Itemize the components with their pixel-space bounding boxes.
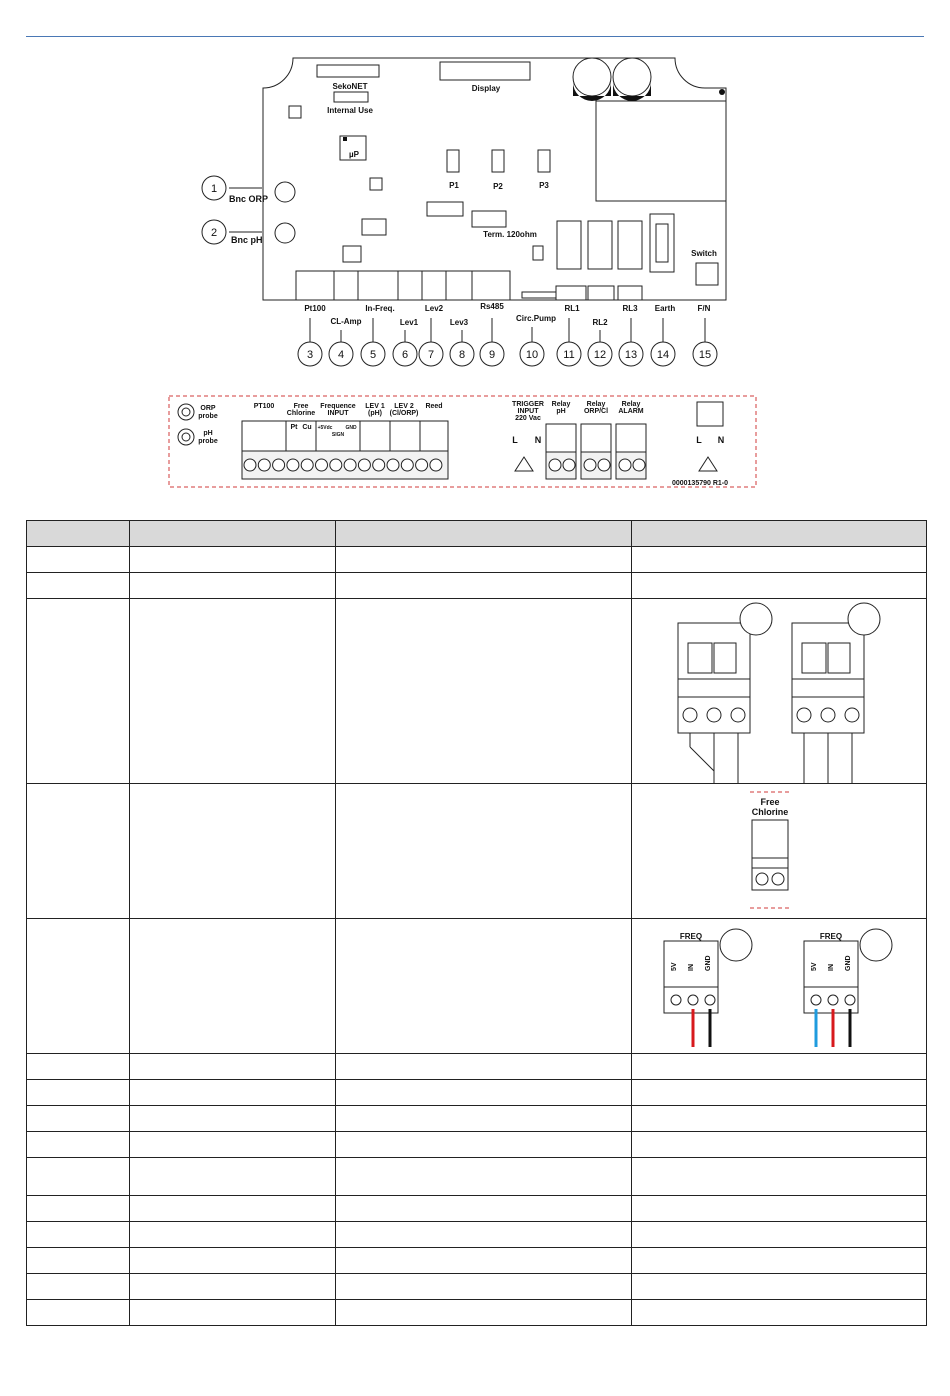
free-chlorine-detail bbox=[632, 784, 927, 919]
svg-text:6: 6 bbox=[401, 349, 409, 361]
svg-text:5V: 5V bbox=[811, 962, 818, 971]
warning-symbol-2 bbox=[699, 457, 717, 471]
relay-terminal-screw bbox=[584, 459, 596, 471]
pt100-wiring-detail bbox=[632, 599, 927, 784]
table-header-row bbox=[27, 521, 927, 547]
terminal-screw bbox=[273, 459, 285, 471]
svg-text:SIGN: SIGN bbox=[331, 432, 345, 438]
in-freq-label: In-Freq. bbox=[365, 304, 395, 313]
switch-symbol bbox=[697, 402, 723, 426]
svg-text:Reed: Reed bbox=[425, 403, 443, 410]
svg-text:4: 4 bbox=[337, 349, 345, 361]
svg-text:Relay: Relay bbox=[551, 401, 571, 408]
terminal-screw bbox=[244, 459, 256, 471]
svg-text:15: 15 bbox=[698, 349, 712, 361]
lev2-label: Lev2 bbox=[424, 304, 444, 313]
table-row bbox=[27, 1054, 927, 1080]
rl3-label: RL3 bbox=[622, 304, 638, 313]
terminal-screw bbox=[683, 708, 697, 722]
warning-symbol-1 bbox=[515, 457, 533, 471]
terminal-screw bbox=[344, 459, 356, 471]
svg-text:Free: Free bbox=[293, 403, 309, 410]
lev1-label: Lev1 bbox=[399, 318, 419, 327]
svg-text:FREQ: FREQ bbox=[819, 932, 843, 941]
table-row bbox=[27, 1300, 927, 1326]
switch-label: Switch bbox=[691, 249, 717, 258]
display-label: Display bbox=[471, 84, 501, 93]
connection-table bbox=[26, 520, 927, 1326]
terminal-screw bbox=[387, 459, 399, 471]
terminal-screw bbox=[258, 459, 270, 471]
terminal-screw bbox=[821, 708, 835, 722]
terminal-screw bbox=[731, 708, 745, 722]
svg-text:N: N bbox=[717, 435, 725, 445]
svg-text:12: 12 bbox=[593, 349, 607, 361]
terminal-screw bbox=[688, 995, 698, 1005]
table-row bbox=[27, 1132, 927, 1158]
svg-text:Frequence: Frequence bbox=[320, 403, 356, 410]
terminal-screw bbox=[811, 995, 821, 1005]
cl-amp-label: CL-Amp bbox=[330, 317, 362, 326]
orp-bnc-symbol bbox=[178, 404, 194, 420]
svg-text:N: N bbox=[534, 435, 542, 445]
svg-text:ALARM: ALARM bbox=[618, 408, 644, 415]
internal-use-label: Internal Use bbox=[327, 106, 373, 115]
relay-terminal-screw bbox=[563, 459, 575, 471]
svg-text:probe: probe bbox=[198, 413, 218, 420]
svg-text:13: 13 bbox=[624, 349, 638, 361]
terminal-strip-diagram bbox=[0, 0, 950, 500]
table-header-cell bbox=[27, 521, 130, 547]
svg-text:220 Vac: 220 Vac bbox=[515, 415, 541, 422]
p3-label: P3 bbox=[539, 181, 549, 190]
svg-text:(pH): (pH) bbox=[368, 410, 382, 417]
bnc-orp-label: Bnc ORP bbox=[229, 194, 269, 204]
terminal-screw bbox=[316, 459, 328, 471]
table-row bbox=[27, 599, 927, 784]
lev3-label: Lev3 bbox=[449, 318, 469, 327]
svg-text:pH: pH bbox=[203, 430, 213, 437]
svg-text:14: 14 bbox=[656, 349, 670, 361]
svg-text:GND: GND bbox=[845, 955, 852, 971]
svg-text:IN: IN bbox=[688, 964, 695, 971]
rl1-label: RL1 bbox=[564, 304, 580, 313]
terminal-screw bbox=[705, 995, 715, 1005]
svg-text:pH: pH bbox=[556, 408, 566, 415]
svg-text:PT100: PT100 bbox=[253, 403, 275, 410]
svg-text:Chlorine: Chlorine bbox=[751, 807, 789, 817]
circ-pump-label: Circ.Pump bbox=[515, 314, 557, 323]
terminal-screw bbox=[671, 995, 681, 1005]
svg-text:+5Vdc: +5Vdc bbox=[317, 425, 333, 431]
terminal-screw bbox=[845, 708, 859, 722]
svg-text:probe: probe bbox=[198, 438, 218, 445]
fn-label: F/N bbox=[697, 304, 711, 313]
sekonet-label: SekoNET bbox=[332, 82, 368, 91]
svg-text:Cu: Cu bbox=[302, 424, 312, 431]
relay-terminal-screw bbox=[598, 459, 610, 471]
svg-text:10: 10 bbox=[525, 349, 539, 361]
svg-text:ORP: ORP bbox=[200, 405, 216, 412]
table-row bbox=[27, 784, 927, 919]
terminal-screw bbox=[797, 708, 811, 722]
terminal-screw bbox=[416, 459, 428, 471]
terminal-screw bbox=[401, 459, 413, 471]
svg-text:GND: GND bbox=[345, 425, 357, 431]
terminal-screw bbox=[430, 459, 442, 471]
svg-text:LEV 2: LEV 2 bbox=[394, 403, 414, 410]
svg-text:Free: Free bbox=[760, 797, 780, 807]
svg-text:Chlorine: Chlorine bbox=[286, 410, 316, 417]
pt100-label: Pt100 bbox=[304, 304, 326, 313]
relay-terminal-screw bbox=[633, 459, 645, 471]
svg-text:ORP/Cl: ORP/Cl bbox=[583, 408, 609, 415]
svg-text:(Cl/ORP): (Cl/ORP) bbox=[389, 410, 419, 417]
svg-text:7: 7 bbox=[427, 349, 435, 361]
svg-text:3: 3 bbox=[306, 349, 314, 361]
table-row bbox=[27, 1158, 927, 1196]
table-row bbox=[27, 1196, 927, 1222]
svg-text:5: 5 bbox=[369, 349, 377, 361]
relay-terminal-screw bbox=[619, 459, 631, 471]
table-row bbox=[27, 1248, 927, 1274]
table-header-cell bbox=[130, 521, 336, 547]
terminal-screw bbox=[828, 995, 838, 1005]
svg-text:TRIGGER: TRIGGER bbox=[512, 401, 544, 408]
table-header-cell bbox=[336, 521, 632, 547]
terminal-screw bbox=[707, 708, 721, 722]
svg-text:5V: 5V bbox=[671, 962, 678, 971]
svg-text:INPUT: INPUT bbox=[517, 408, 539, 415]
terminal-screw bbox=[358, 459, 370, 471]
table-row bbox=[27, 1274, 927, 1300]
svg-text:Pt: Pt bbox=[290, 424, 298, 431]
terminal-screw bbox=[330, 459, 342, 471]
rs485-label: Rs485 bbox=[480, 302, 504, 311]
svg-text:IN: IN bbox=[828, 964, 835, 971]
svg-text:9: 9 bbox=[488, 349, 496, 361]
table-row bbox=[27, 1106, 927, 1132]
table-header-cell bbox=[632, 521, 927, 547]
mcu-label: µP bbox=[349, 150, 359, 159]
svg-text:L: L bbox=[512, 435, 518, 445]
svg-text:L: L bbox=[696, 435, 702, 445]
relay-terminal-screw bbox=[549, 459, 561, 471]
terminal-screw bbox=[301, 459, 313, 471]
bnc-ph-label: Bnc pH bbox=[231, 235, 263, 245]
ph-bnc-symbol bbox=[178, 429, 194, 445]
table-row bbox=[27, 1222, 927, 1248]
freq-wiring-detail bbox=[632, 919, 927, 1054]
svg-text:11: 11 bbox=[563, 349, 575, 361]
table-row bbox=[27, 547, 927, 573]
rl2-label: RL2 bbox=[592, 318, 608, 327]
svg-text:1: 1 bbox=[210, 183, 218, 195]
svg-text:FREQ: FREQ bbox=[679, 932, 703, 941]
svg-text:Relay: Relay bbox=[586, 401, 606, 408]
svg-text:INPUT: INPUT bbox=[327, 410, 349, 417]
p1-label: P1 bbox=[449, 181, 459, 190]
terminal-screw bbox=[287, 459, 299, 471]
table-row bbox=[27, 919, 927, 1054]
svg-text:Relay: Relay bbox=[621, 401, 641, 408]
part-number: 0000135790 R1-0 bbox=[671, 480, 729, 487]
svg-text:8: 8 bbox=[458, 349, 466, 361]
p2-label: P2 bbox=[493, 182, 503, 191]
table-row bbox=[27, 1080, 927, 1106]
earth-label: Earth bbox=[654, 304, 676, 313]
terminal-screw bbox=[845, 995, 855, 1005]
svg-text:LEV 1: LEV 1 bbox=[365, 403, 385, 410]
term-label: Term. 120ohm bbox=[483, 230, 537, 239]
svg-text:GND: GND bbox=[705, 955, 712, 971]
svg-text:2: 2 bbox=[210, 227, 218, 239]
table-row bbox=[27, 573, 927, 599]
terminal-screw bbox=[373, 459, 385, 471]
